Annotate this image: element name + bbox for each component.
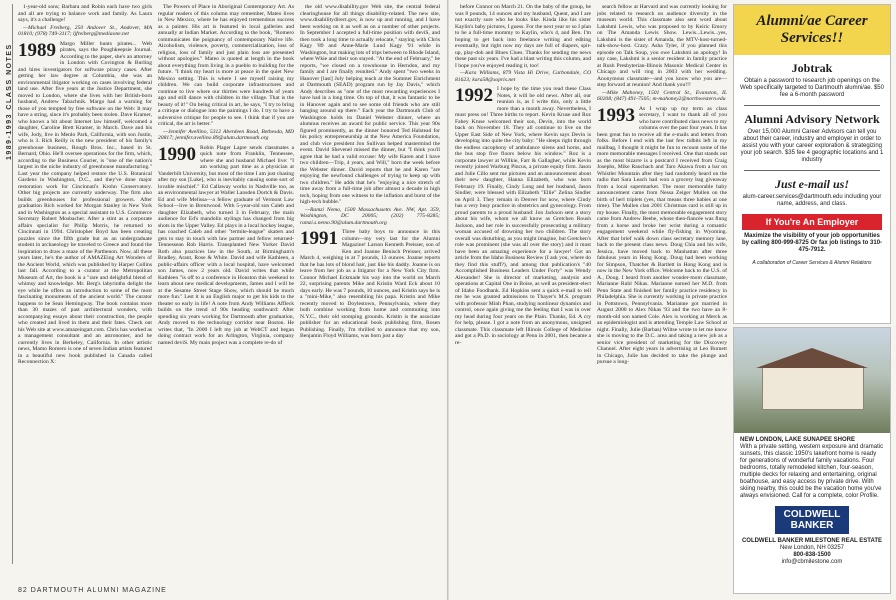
column-text: before Connor on March 21. On the baby of the group, he was 8 pounds, 14 ounces and my husband, Quent, and I are not exactly sure who he looks like. Kinda like his sister Kaylin's baby pictures, I guess. For the next year or so I plan to be a full-time mommy to Kaylin, who's 4, and Ben. I'm hoping to get back into freelance writing and editing eventually, but right now my days are full of diapers, spit-up, play-doh and Blues Clues. Thanks for sending me news these past six years. I've had a blast writing this column, and I hope you've enjoyed reading it, too! xyxy=(455,4,591,69)
column-text: 1-year-old sons; Barbara and Robin each have two girls and all are trying to balance work and family. As Laura says, it's a challenge! xyxy=(18,4,152,23)
ad-banner: Alumni/ae Career Services!! xyxy=(734,5,890,55)
divider xyxy=(744,170,880,171)
jobtrak-text: Obtain a password to research job openings on the Web specifically targeted to Dartmouth alumni/ae. $50 fee a 6-month password xyxy=(740,78,884,98)
company-name: COLDWELL BANKER MILESTONE REAL ESTATE xyxy=(741,538,883,544)
company-email[interactable]: info@cbmilestone.com xyxy=(781,559,843,565)
class-year-heading: 1993 xyxy=(597,104,635,126)
lake-house-photo xyxy=(734,328,890,433)
column-text: Margo Miller hunts pirates... Web pirates, says the Poughkeepsie Journal. According to the paper, she's an attorney in London with Covington & Burling and hires investigators for software piracy cases. After getting her law degree at Columbia, she was an environmental litigator working on cases involving federal land use. After five years at the Justice Department, she moved to London, where she lives with her British-born husband, Andrew Tabachnik. Margo had a warning for those of you tempted by free software on the Web: It may have a string, since it's probably been stolen. Dave Kramer, who knows a bit about Internet law himself, welcomed a daughter, Caroline Brett Kramer, in March. Dave and his wife, Jody, live in Menlo Park, California, with son Justin, who is 3. Rich Reilly is the new president of his family's greenhouse business, Rough Bros. Inc., based in St. Bernard, Ohio. He'll oversee operations for the firm, which, according to the Business Courier, is "one of the nation's largest in the niche industry of greenhouse manufacturing." Last year the company helped restore the U.S. Botanical Gardens in Washington, D.C., and they've done major restoration work for Cincinnati's Krohn Conservatory. Other big projects are currently underway. The firm also builds greenhouses for professional growers. After graduation Rich worked for Morgan Stanley in New York and in Washington as a special assistant to U.S. Commerce Secretary Robert Mosbacher. After a stint as a corporate affairs specialist for Philip Morris, he returned to Cincinnati in 1994. Christopher Boyd has been creating puzzles since the fifth grade but as an undergraduate student in archaeology he traveled to Greece and found the inspiration to draw a maze of the Parthenon. Now, all these years later, he's the author of AMAZEing Art Wonders of the Ancient World, which was published by Harper Collins last fall. According to a curator at the Metropolitan Museum of Art, the book is a "rare and delightful blend of whimsy and knowledge. Mr. Berg's labyrinths delight the eye while he offers an introduction to some of the most fascinating monuments of the ancient world." The curator happens to be Sean Hemingway. The book contains more than 30 mazes of past architectural wonders, with accompanying essays about their construction, the people who created and lived in them and their fates. Check out his Web site at www.amazeingart.com. Chris has worked as a management consultant and an astronomer, and he currently lives in Berkeley, California. In other artistic news, Mamo Romero is one of seven Indian artists featured in a beautiful new book published in Canada called Reconnection X: xyxy=(18,40,152,365)
column-text: As I wrap up my term as class secretary, I want to thank all of you who have contributed class news to my columns over the past four years. It has been great fun to receive all the e-mails and letters from folks. Before I end with the last few tidbits left in my mailbag, I thought it might be fun to recount some of the more memorable messages I received. One that stands out as the most bizarre is a postcard I received from Craig Josephs, Mike Rauchach and Taro Akawa from a bar on Whistler Mountain after they had randomly heard on the radio that Sara Leach had won a grocery bag giveaway from a local supermarket. The most memorable baby announcement came from Nessa Zeiger Mullen on the birth of herl triplets (yes, that means three babies at one time). The Mullen clan 2001 Christmas card is still up in my house. Finally, the most memorable engagement story came from Andrew Beebe, whose then-fiancée was flung from a horse and broke her wrist during a romantic engagement weekend while fly-fishing in Wyoming. After that brief walk down class secretary memory lane, back to the present class news. Doug Chia and his wife, Jessica, have moved back to Manhattan after three fabulous years in Hong Kong. Doug had been working for Simpson, Thatcher & Bartlett in Hong Kong and is now in the New York office. Welcome back to the U.S. of A., Doug. I heard from another wonder-mom classmate, Marianne Ruhl Nikas. Marianne earned her M.D. from Penn State and finished her family practice residency in Philadelphia. She is currently working in private practice in Pottstown, Pennsylvania. Marianne got married in August 2000 to Alex Nikas '93 and the two have an 8-month-old son named Cole. Alex is working at Merck as an epidemiologist and is attending Temple Law School at night. Finally, Julie (Barbas) Wiltse wrote to let me know she is moving to the D.C. area and taking a new job as a senior vice president of marketing for the Discovery Channel. After eight years in advertising at Leo Burnett in Chicago, Julie has decided to take the plunge and pursue a long- xyxy=(597,105,727,365)
class-section-1990 xyxy=(158,145,294,347)
divider xyxy=(744,105,880,106)
signature: —Mike Mahoney, 1501 Central St., Evanston, IL 60208; (847) 491-7505; m-mahoney2@northwestern.edu xyxy=(597,89,727,102)
employer-cta-text: Maximize the visibility of your job opportunities by calling 800-999-8725 Or fax job listings to 310-475-7912. xyxy=(741,233,883,253)
class-section-1989 xyxy=(18,41,152,366)
left-column-3 xyxy=(300,4,440,552)
class-section-1992 xyxy=(455,86,591,346)
column-text: Robin Plager Lapre sends classmates a quick note from Franklin, Tennessee, where she and husband Michael live: "I am working part time as a physician at Vanderbilt University, but most of the time I am just chasing after my son [Luke], who is inevitably causing some sort of lovable mischief." Ed Callaway works in Nashville too, as an environmental lawyer at Waller Lansden Dortch & Davis. Ed and wife Melissa—a fellow graduate of Vermont Law School—live in Brentwood. With 5-year-old son Caleb and daughter Elizabeth, who turned 3 in February, the main audience for Ed's mandolin stylings has changed from big shots in the Upper Valley. Ed plays in a local hockey league, has coached Caleb and other "termite-league" skaters and gets to stay in touch with law partner and fellow returned-Tennessean Rob Harris. Transplanted New Yorker David Roth also practices law in the South, at Birmingham's Bradley, Arant, Rose & White. David and wife Kathleen, a public-affairs officer with a local hospital, have welcomed son James, now 2 years old. David writes that while Kathleen "is off to a conference in Houston this weekend to learn about new medical developments, James and I will be at the Sesame Street Stage Show, which should be much more fun." Lest it is an English major to get his kids to the theater so early in life! A note from Andy Williams Affleck builds on the trend of 90s heading southward: After spending six years working for Dartmouth after graduation, Andy moved to the technology corridor near Boston. He writes that, "In 2000 I left my job at WebCT and began doing contract work for an Arlington, Virginia, company named deviS. My main project was a complete re-do of xyxy=(158,144,294,346)
company-location: New London, NH 03257 xyxy=(779,545,845,551)
email-text[interactable]: alum-career.services@dartmouth.edu including your name, address, and class. xyxy=(742,194,882,207)
listing-text: With a private setting, western exposure and dramatic sunsets, this classic 1950's lakefront home is ready for generations of wonderful family vacations. Four bedrooms, totally remodeled kitchen, four-season, multiple decks for relaxing and entertaining, original boathouse, and easy access by private drive. With skiing nearby, this could be the vacation home you've always envisioned. Call for a complete, color Profile. xyxy=(740,444,884,499)
column-text: search fellow at Harvard and was currently looking for jobs related to research on audience diversity in the museum world. This classmate also sent word about Lakshmi Lewis, who was proposed to by Keiric Emory on The Amanda Lewis Show. Lewis...Lewis...yes, Lakshmi is the sister of Amanda, the MTV-host-turned-talk-show-host. Crazy. Asha Tyler, if you planned this episode on Talk Soup, you owe Lakshmi an apology! In any case, Lakshmi is a senior resident in family practice at Rush Presbyterian-Illinois Masonic Medical Center in Chicago and will ring in 2003 with her wedding. Anonymous classmate—and you know who you are—step forward at reunion! And thank you!!! xyxy=(597,4,727,88)
column-text: The Powers of Place in Aboriginal Contemporary Art. As regular readers of this column may remember, Mateo lives in New Mexico, where he has enjoyed tremendous success as a painter. His art is featured in local galleries and annually at Indian Market. According to the book, "Romero communicates the poignancy of contemporary Native life. Alcoholism, violence, poverty, commercialization, loss of religion, loss of family and just plain loss are presented without apologies." Mateo is quoted at length in the book about everything from living in a pueblo to building for the future. "I think my heart is more at peace in the quiet New Mexico setting. This is where I see myself raising my children. We can build corporate infrastructures and continue to live where our thirties were hundreds of years ago and still dance with children in the village. That is the beauty of it!" On being critical in art, he says, "I try to bring a critique or dialogue into the paintings I do. I try to have a subversive critique for people to see. I think that if you are critical, the art is better." xyxy=(158,4,294,127)
right-column-1 xyxy=(455,4,591,552)
signature: —Ramzi Nemo, 1500 Massachusetts Ave. NW, Apt. 359, Washington, DC 20005; (202) 775-8285; ramzi.s.nemo.90@alum.dartmouth.org xyxy=(300,206,440,226)
side-label: 1989-1993 CLASS NOTES xyxy=(6,43,13,160)
class-year-heading: 1990 xyxy=(158,143,196,165)
column-text: Three baby boys to announce in this column—my very last for the Alumni Magazine! Larson Kenneth Preisser, son of Ken and Joanne Benisch Preisser, arrived March 4, weighing in at 7 pounds, 13 ounces. Joanne reports that he has lots of blond hair, just like his daddy. Joanne is on leave from her job as a litigator for a New York City firm. Connor Michael Eckmade his way into the world on March 22, surprising parents Mike and Kristin Ward Eck about 10 days early. He was 7 pounds, 10 ounces, and Kristin says he is a "mini-Mike," also resembling his papa. Kristin and Mike recently moved to Doylestown, Pennsylvania, where they both combine working from home and commuting into N.Y.C., their old stomping grounds. Kristin is the associate publisher for an educational book publishing firm, Rosen Publishing. Finally, I'm thrilled to announce that my son, Benjamin Floyd Williams, was born just a day xyxy=(300,229,440,339)
signature: —Kara Williams, 879 Vista Hi Drive, Carbondale, CO 81623; kara58@sopris.net xyxy=(455,70,591,83)
signature: —Jennifer Avellino, 5312 Aberdeen Road, Bethesda, MD 20817; jennifer.avellino.89@alum.dartmouth.org xyxy=(158,128,294,141)
employer-cta-banner: If You're An Employer xyxy=(742,214,882,230)
career-services-ad xyxy=(733,4,891,324)
class-section-1991 xyxy=(300,229,440,340)
jobtrak-heading: Jobtrak xyxy=(791,61,833,75)
left-column-1 xyxy=(18,4,152,552)
class-section-1993 xyxy=(597,106,727,366)
company-phone[interactable]: 800-838-1500 xyxy=(793,552,831,558)
advisory-network-heading: Alumni Advisory Network xyxy=(744,112,880,126)
column-text: I hope by the time you read these Class Notes, it will be old news. After all, our reunion is, as I write this, only a little more than a month away. Nevertheless, I must press on! Three births to report. Kevin Kruse and Roz Fahey Kruse welcomed their son, Devin, into the world back on November 18. They all continue to live on the Upper East Side of New York, where Kevin says Devin is developing into quite the city baby: "He sleeps right through the endless cacophony of ambulance sirens and horns, and the bus stop five floors below his window." Roz is a corporate lawyer at Willkie, Farr & Gallagher, while Kevin recently joined Warburg Pincus, a private equity firm. Jason and Julie Cillo sent me pictures and an announcement about their new daughter, Hanna Elizabeth, who was born February 19. Finally, Cindy Long and her husband, Jason Sindler, were blessed with Elizabeth "Ellie" Zelina Sindler on April 3. They remain in Denver for now, where Cindy has a very busy practice in obstetrics and gynecology. From proud parents to a proud husband: Jon Jackson sent a story about his wife, whom we all know as Gretchen Roush Jackson, and her role in successfully prosecuting a military woman accused of drowning her two children. The story overall was disturbing, as you might imagine, but Gretchen's role was prominent (she was all over the story) and it must have been an amazing experience for a lawyer! Got an article from the Idaho Business Review (I ask you, where do they find this stuff?), and among that publication's "40 Accomplished Business Leaders Under Forty" was Wendy Alexander! She is director of marketing, analysis and operations at Capital One in Boise, as well as president-elect of Idaho Foodbank. Ed Hopkins sent a quick e-mail to tell me he was granted admissions to Thayer's M.S. program with professor Minh Phan, studying nonlinear dynamics and control, once again giving me the feeling that I was in over my head during four years on the Plain. Thanks, Ed. A cry for help, please. I got a note from an anonymous, unsigned classmate. This classmate left Illinois College of Medicine and got a Ph.D. in sociology at Penn in 2001, then became a re- xyxy=(455,86,591,346)
class-year-heading: 1989 xyxy=(18,39,56,61)
left-column-2 xyxy=(158,4,294,552)
class-year-heading: 1992 xyxy=(455,85,493,106)
advisory-network-text: Over 15,000 Alumni Career Advisors can tell you about their career, industry and employer in order to assist you with your career exploration & strategizing your job search. $35 fee 4 geographic locations and 1 industry xyxy=(740,129,884,163)
listing-headline: NEW LONDON, LAKE SUNAPEE SHORE xyxy=(740,437,856,443)
coldwell-banker-logo: COLDWELL BANKER xyxy=(775,506,849,534)
signature: —Michael Freiberg, 250 Andover St., Andover, MA 01810; (978) 749-3117; ljfreiberg@mediaone.net xyxy=(18,24,152,37)
right-column-2 xyxy=(597,4,727,552)
page-footer-left: 82 DARTMOUTH ALUMNI MAGAZINE xyxy=(18,587,167,594)
ad-credit: A collaboration of Career Services & Alumni Relations xyxy=(752,260,872,266)
left-page xyxy=(0,0,447,600)
column-text: the old www.disability.gov Web site, the central federal clearinghouse for all things disability-related. The new site, www.disabilitydirect.gov, is now up and running, and I have been working on it as well as on a number of other projects. In September I accepted a full-time position with deviS, and then took a long time to actually relocate," staying with Chris Kagy '89 and Anne-Marie Lund Kagy '91 while in Washington, but making lots of trips between to Rhode Island, where Wkie and their son stayed. "At the end of February," he reports, "we closed on a townhouse in Herndon, and my family and I are finally reunited." Andy spent "two weeks in Hanover [last] July helping teach at the Summer Enrichment at Dartmouth (SEAD) program run by Jay Davis," which Andy describes as "one of the most rewarding experiences I have had in a long time. On top of that, it was fantastic to be in Hanover again and to see some old friends who are still hanging around up there." Each year the Dartmouth Club of Washington holds its Daniel Webster dinner, where an alumnus receives an award for public service. This year 90s figured prominently, as the dinner honored Ted Halstead for his policy entrepreneurship at the New America Foundation, and club vice president Jon Sullivan helped mastermind the event. David Shevenel missed the dinner, but "I think you'll agree that he had a valid excuse: My wife Karen and I have two children—Trip, 4 years, and Will," born the week before the Webster dinner. David reports that he and Karen "are enjoying the newfound challenges of trying to keep up with two children." He adds that he's "enjoying a nice stretch of time away from a full-time job after almost a decade in high tech, hoping from one witness to the inflation and burst of the high-tech bubble." xyxy=(300,4,440,205)
real-estate-ad xyxy=(733,327,891,594)
class-year-heading: 1991 xyxy=(300,228,338,249)
email-heading: Just e-mail us! xyxy=(774,177,849,191)
